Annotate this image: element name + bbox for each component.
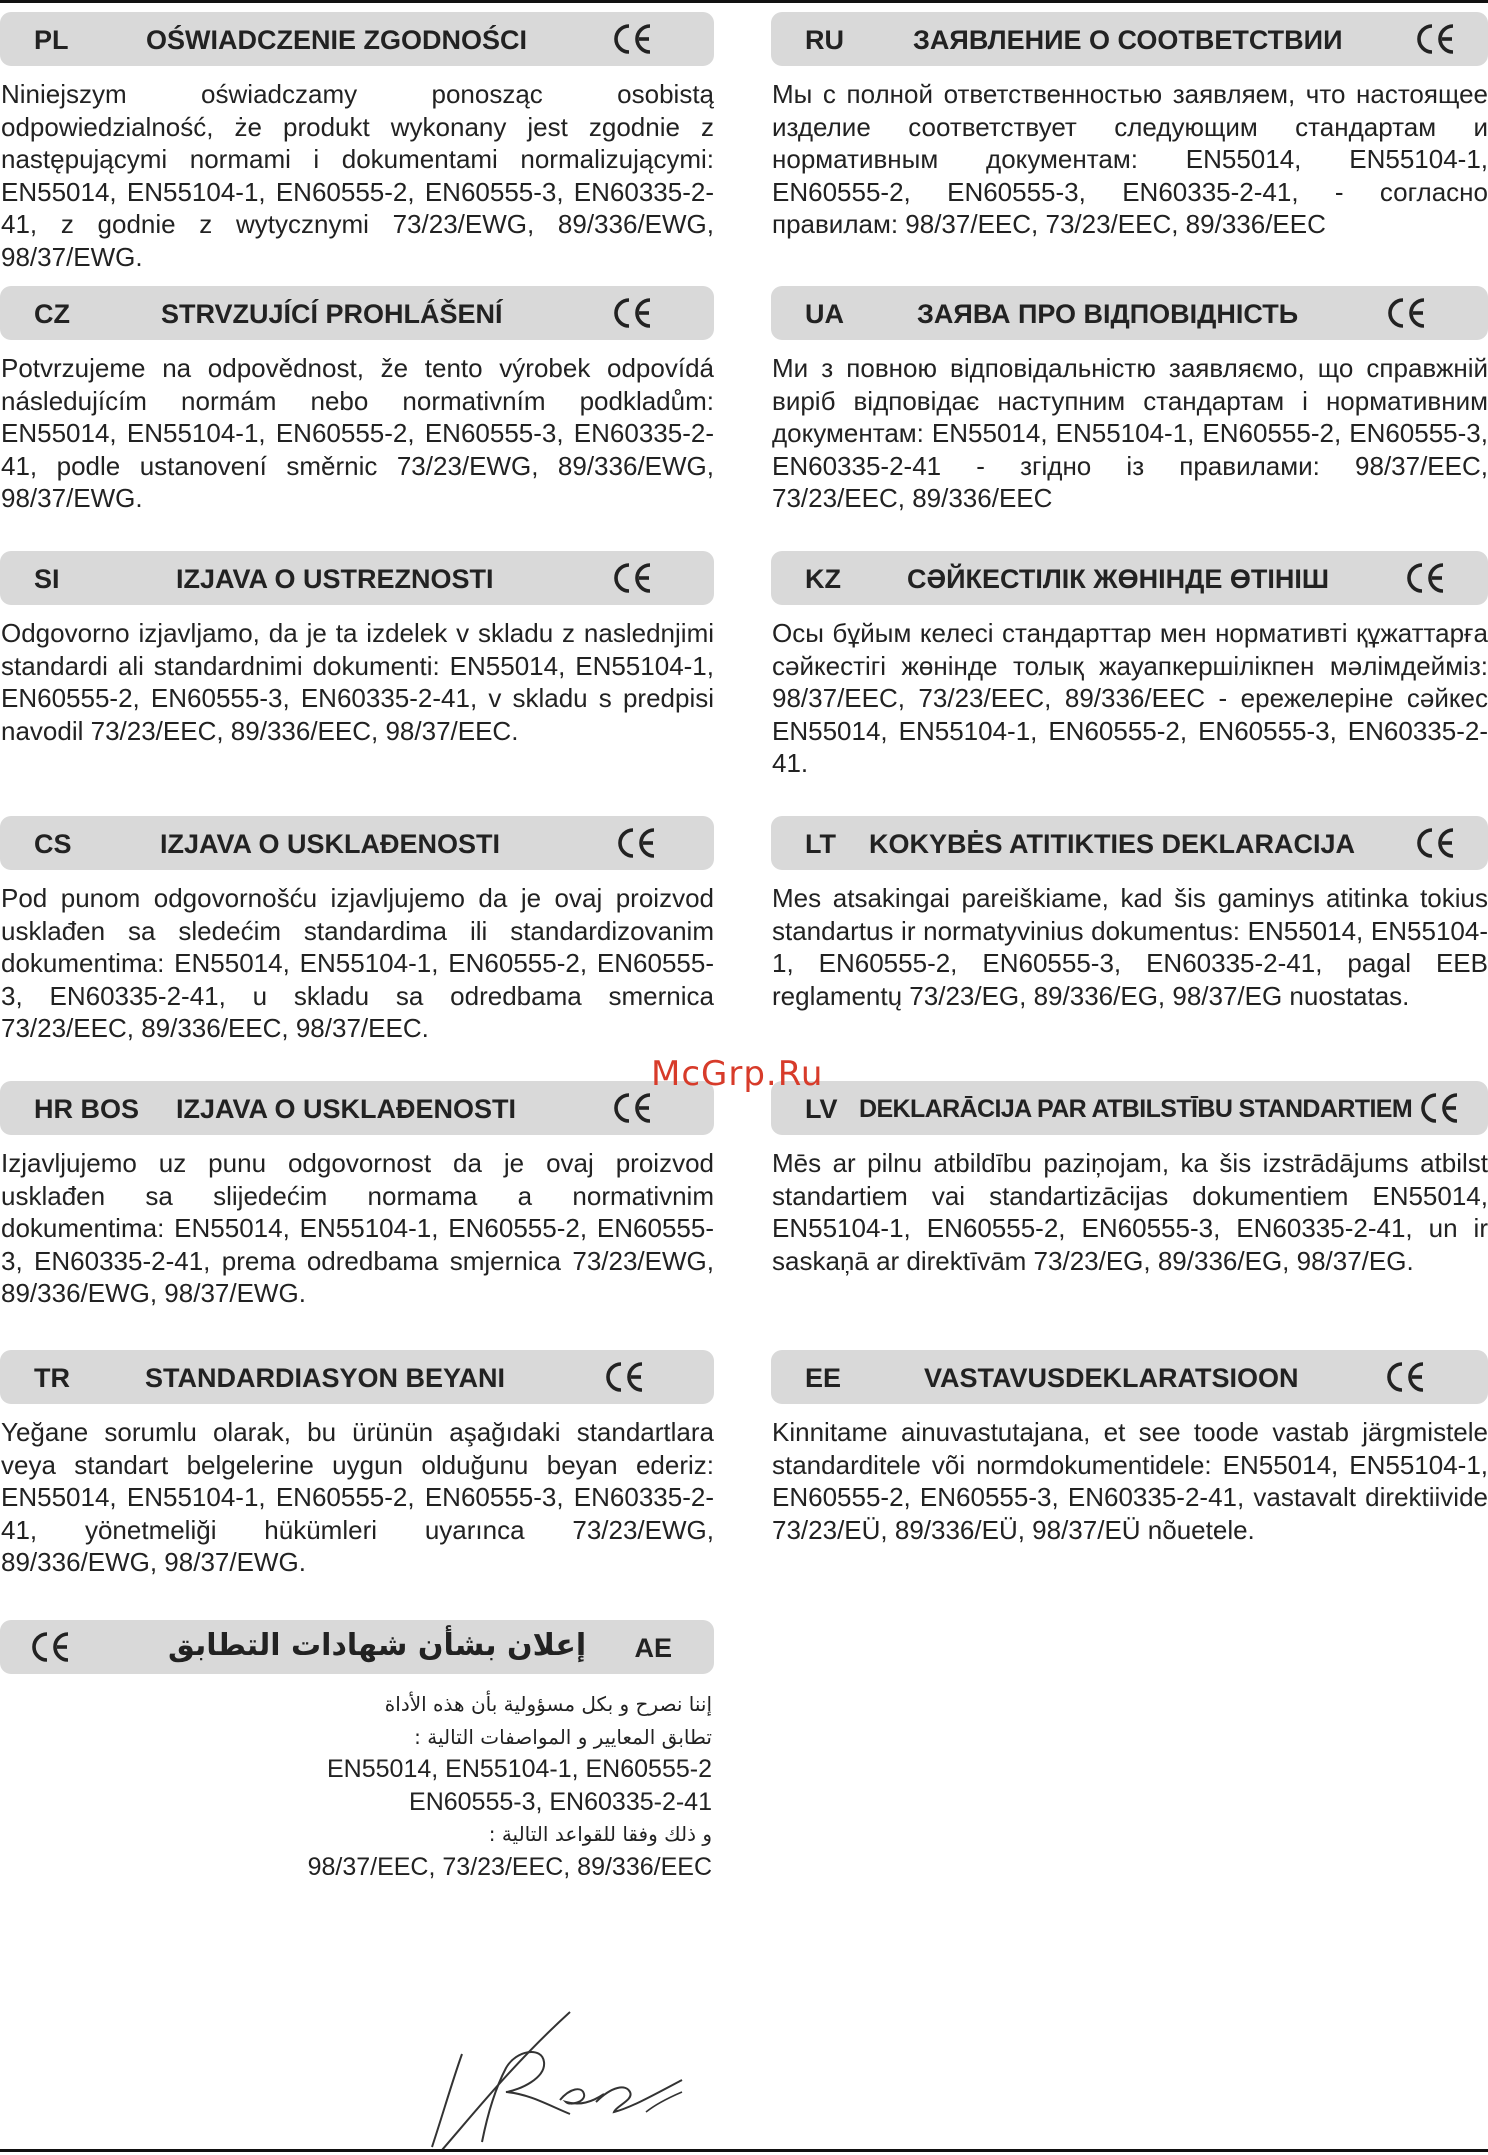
signature-image: [420, 2002, 700, 2152]
ce-mark-icon: [1419, 1091, 1463, 1125]
language-code: CZ: [34, 299, 70, 329]
language-code: EE: [805, 1363, 842, 1393]
section-ru: [771, 12, 1488, 241]
language-code: AE: [634, 1633, 672, 1663]
section-title: IZJAVA O USTREZNOSTI: [176, 564, 494, 594]
section-title: СӘЙКЕСТІЛІК ЖӨНІНДЕ ӨТІНІШ: [907, 564, 1330, 594]
language-code: RU: [805, 25, 844, 55]
ce-mark-icon: [1385, 1360, 1429, 1394]
section-cs: [0, 816, 714, 1045]
declaration-text: Pod punom odgovornošću izjavljujemo da je ovaj proizvod usklađen sa sledećim standardima ili standardizovanim dokumentima: EN55014, EN55104-1, EN60555-2, EN60555-3, EN60335-2-41, u skladu sa odredbama smernica 73/23/EEC, 89/336/EEC, 98/37/EEC.: [1, 883, 714, 1043]
section-ua: [771, 286, 1488, 515]
language-code: SI: [34, 564, 60, 594]
section-header-ua: [771, 286, 1488, 340]
section-header-cz: [0, 286, 714, 340]
ce-mark-icon: [612, 1091, 656, 1125]
declaration-text: Yeğane sorumlu olarak, bu ürünün aşağıdaki standartlara veya standart belgelerine uygun olduğunu beyan ederiz: EN55014, EN55104-1, EN60555-2, EN60555-3, EN60335-2-41, yönetmeliği hükümleri uyarınca 73/23/EWG, 89/336/EWG, 98/37/EWG.: [1, 1417, 714, 1577]
section-header-pl: [0, 12, 714, 66]
ae-text-line: تطابق المعايير و المواصفات التالية :: [414, 1724, 712, 1749]
language-code: HR BOS: [34, 1094, 140, 1124]
section-lt: [771, 816, 1488, 1012]
section-title: KOKYBĖS ATITIKTIES DEKLARACIJA: [869, 829, 1356, 859]
section-si: [0, 551, 714, 747]
language-code: KZ: [805, 564, 841, 594]
declaration-text: Мы с полной ответственностью заявляем, что настоящее изделие соответствует следующим стандартам и нормативным документам: EN55014, EN55104-1, EN60555-2, EN60555-3, EN60335-2-41, - согласно правилам: 98/37/EEC, 73/23/EEC, 89/336/EEC: [772, 79, 1488, 239]
declaration-text: Odgovorno izjavljamo, da je ta izdelek v skladu z naslednjimi standardi ali standardnimi dokumenti: EN55014, EN55104-1, EN60555-2, EN60555-3, EN60335-2-41, v skladu s predpisi navodil 73/23/EEC, 89/336/EEC, 98/37/EEC.: [1, 618, 714, 746]
language-code: CS: [34, 829, 72, 859]
ce-mark-icon: [1415, 826, 1459, 860]
ae-directives-line: 98/37/EEC, 73/23/EEC, 89/336/EEC: [307, 1852, 712, 1881]
language-code: TR: [34, 1363, 70, 1393]
declaration-text: Potvrzujeme na odpovědnost, že tento výrobek odpovídá následujícím normám nebo normativním podkladům: EN55014, EN55104-1, EN60555-2, EN60555-3, EN60335-2-41, podle ustanovení směrnic 73/23/EWG, 89/336/EWG, 98/37/EWG.: [1, 353, 714, 513]
section-header-kz: [771, 551, 1488, 605]
section-header-ee: [771, 1350, 1488, 1404]
section-header-lt: [771, 816, 1488, 870]
section-pl: [0, 12, 714, 273]
section-header-ae: [0, 1620, 714, 1674]
ae-standards-line: EN60555-3, EN60335-2-41: [409, 1787, 712, 1816]
declaration-text: Mes atsakingai pareiškiame, kad šis gaminys atitinka tokius standartus ir normatyvinius dokumentus: EN55014, EN55104-1, EN60555-2, EN60555-3, EN60335-2-41, pagal EEB reglamentų 73/23/EG, 89/336/EG, 98/37/EG nuostatas.: [772, 883, 1488, 1011]
declaration-text: [0, 1688, 714, 1883]
ce-mark-icon: [616, 826, 660, 860]
section-header-tr: [0, 1350, 714, 1404]
section-header-hr-bos: [0, 1081, 714, 1135]
section-title: VASTAVUSDEKLARATSIOON: [924, 1363, 1299, 1393]
ae-text-line: إننا نصرح و بكل مسؤولية بأن هذه الأداة: [384, 1692, 712, 1716]
ce-mark-icon: [612, 22, 656, 56]
declaration-text: Niniejszym oświadczamy ponosząc osobistą odpowiedzialność, że produkt wykonany jest zgodnie z następującymi normami i dokumentami normalizującymi: EN55014, EN55104-1, EN60555-2, EN60555-3, EN60335-2-41, z godnie z wytycznymi 73/23/EWG, 89/336/EWG, 98/37/EWG.: [1, 79, 714, 272]
section-title: STANDARDIASYON BEYANI: [145, 1363, 506, 1393]
language-code: LV: [805, 1094, 838, 1124]
section-cz: [0, 286, 714, 515]
ce-mark-icon: [1405, 561, 1449, 595]
ce-mark-icon: [604, 1360, 648, 1394]
ce-mark-icon: [1415, 22, 1459, 56]
section-lv: [771, 1081, 1488, 1277]
ce-mark-icon: [1386, 296, 1430, 330]
section-header-si: [0, 551, 714, 605]
language-code: LT: [805, 829, 836, 859]
declaration-text: Ми з повною відповідальністю заявляємо, що справжній виріб відповідає наступним стандартам і нормативним документам: EN55014, EN55104-1, EN60555-2, EN60555-3, EN60335-2-41 - згідно із правилами: 98/37/EEC, 73/23/EEC, 89/336/EEC: [772, 353, 1488, 513]
declaration-text: Kinnitame ainuvastutajana, et see toode vastab järgmistele standarditele või normdokumentidele: EN55014, EN55104-1, EN60555-2, EN60555-3, EN60335-2-41, vastavalt direktiivide 73/23/EÜ, 89/336/EÜ, 98/37/EÜ nõuetele.: [772, 1417, 1488, 1545]
top-rule: [0, 0, 1488, 3]
bottom-rule: [0, 2149, 1488, 2152]
section-header-cs: [0, 816, 714, 870]
section-title: STRVZUJÍCÍ PROHLÁŠENÍ: [161, 299, 503, 329]
declaration-text: Mēs ar pilnu atbildību paziņojam, ka šis izstrādājums atbilst standartiem vai standartizācijas dokumentiem EN55014, EN55104-1, EN60555-2, EN60555-3, EN60335-2-41, un ir saskaņā ar direktīvām 73/23/EG, 89/336/EG, 98/37/EG.: [772, 1148, 1488, 1276]
ce-mark-icon: [30, 1630, 74, 1664]
language-code: UA: [805, 299, 844, 329]
ce-mark-icon: [612, 561, 656, 595]
ae-text-line: و ذلك وفقا للقواعد التالية :: [488, 1822, 712, 1846]
section-hr-bos: [0, 1081, 714, 1310]
section-title: DEKLARĀCIJA PAR ATBILSTĪBU STANDARTIEM: [859, 1095, 1413, 1123]
declaration-text: Izjavljujemo uz punu odgovornost da je ovaj proizvod usklađen sa slijedećim normama a normativnim dokumentima: EN55014, EN55104-1, EN60555-2, EN60555-3, EN60335-2-41, prema odredbama smjernica 73/23/EWG, 89/336/EWG, 98/37/EWG.: [1, 1148, 714, 1308]
section-tr: [0, 1350, 714, 1579]
section-title: IZJAVA O USKLAĐENOSTI: [176, 1094, 517, 1124]
ae-standards-line: EN55014, EN55104-1, EN60555-2: [327, 1755, 712, 1783]
section-header-lv: [771, 1081, 1488, 1135]
section-title: ЗАЯВЛЕНИЕ О СООТВЕТСТВИИ: [913, 25, 1343, 55]
section-ee: [771, 1350, 1488, 1546]
watermark: McGrp.Ru: [651, 1054, 824, 1094]
section-title: IZJAVA O USKLAĐENOSTI: [160, 829, 501, 859]
section-kz: [771, 551, 1488, 780]
section-ae: [0, 1620, 714, 1883]
declaration-text: Осы бұйым келесі стандарттар мен нормативті құжаттарға сәйкестігі жөнінде толық жауапкершілікпен мәлімдейміз: 98/37/EEC, 73/23/EEC, 89/336/EEC - ережелеріне сәйкес EN55014, EN55104-1, EN60555-2, EN60555-3, EN60335-2-41.: [772, 618, 1488, 778]
section-title: إعلان بشأن شهادات التطابق: [168, 1628, 587, 1663]
section-title: ЗАЯВА ПРО ВІДПОВІДНІСТЬ: [917, 299, 1299, 329]
language-code: PL: [34, 25, 69, 55]
section-title: OŚWIADCZENIE ZGODNOŚCI: [146, 25, 528, 55]
ce-mark-icon: [612, 296, 656, 330]
section-header-ru: [771, 12, 1488, 66]
